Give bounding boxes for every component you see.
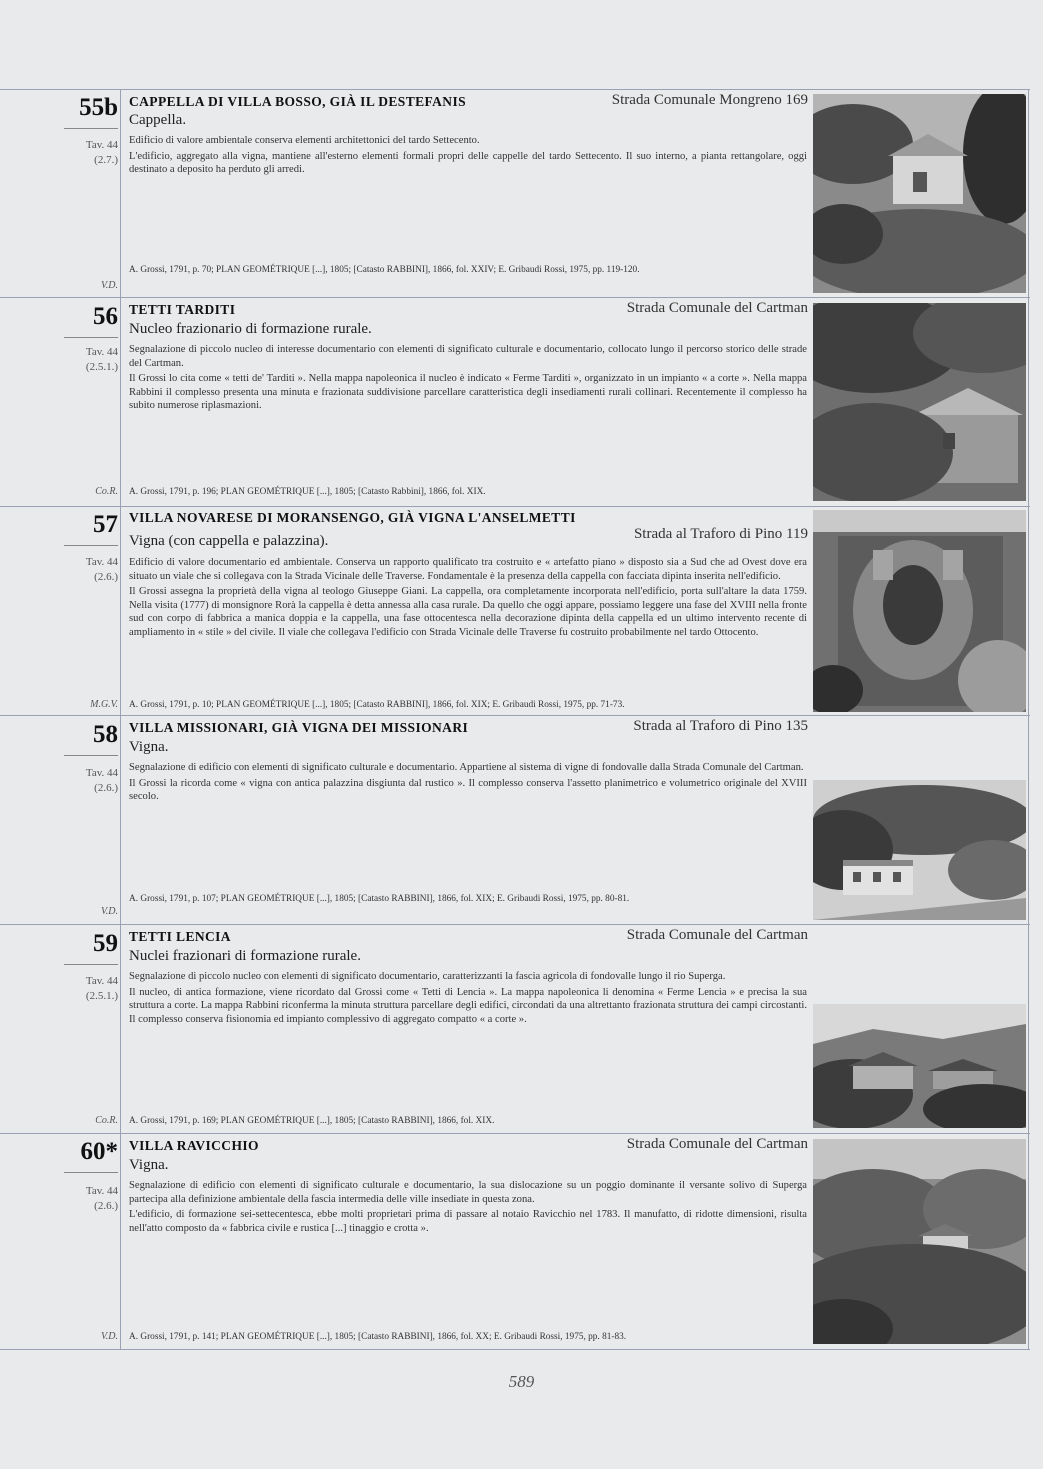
entry-photo <box>813 303 1026 501</box>
author-initials: V.D. <box>100 1331 118 1342</box>
page-number: 589 <box>508 1372 535 1391</box>
entry-number-underline <box>64 128 118 129</box>
entry-photo <box>813 780 1026 920</box>
entry-56 <box>0 297 1030 506</box>
entry-number: 57 <box>93 511 118 538</box>
entry-number-underline <box>64 545 118 546</box>
tav-reference <box>18 345 118 375</box>
entry-description <box>129 970 807 1028</box>
description-paragraph: Segnalazione di edificio con elementi di significato culturale e documentario. Appartiene al sistema di vigne di fondovalle dalla Strada Comunale del Cartman. <box>129 762 804 773</box>
tav-code: (2.5.1.) <box>85 990 118 1002</box>
entry-59 <box>0 924 1030 1133</box>
chapel-facade-photo-image <box>813 510 1026 712</box>
entry-58 <box>0 715 1030 924</box>
entry-subtitle: Cappella. <box>129 112 187 128</box>
entry-bibliography: A. Grossi, 1791, p. 70; PLAN GEOMÉTRIQUE [...], 1805; [Catasto RABBINI], 1866, fol. XXIV; E. Gribaudi Rossi, 1975, pp. 119-120. <box>129 265 640 275</box>
description-paragraph: Il nucleo, di antica formazione, viene ricordato dal Grossi come « Tetti di Lencia ». La mappa napoleonica li denomina « Ferme Lencia » e precisa la sua struttura a corte. La mappa Rabbini riconferma la minuta struttura parcellare degli edifici, circondati da una altrettanto frazionata struttura dei campi circostanti. Il complesso conserva fisionomia ed impianto complessivo di aggregato compatto « a corte ». <box>129 986 807 1025</box>
author-initials: V.D. <box>100 906 118 917</box>
entry-number: 56 <box>93 303 118 330</box>
entry-photo <box>813 510 1026 712</box>
entry-number-underline <box>64 964 118 965</box>
tetti-tarditi-photo-image <box>813 303 1026 501</box>
entry-bibliography: A. Grossi, 1791, p. 10; PLAN GEOMÉTRIQUE [...], 1805; [Catasto RABBINI], 1866, fol. XIX; E. Gribaudi Rossi, 1975, pp. 71-73. <box>129 700 625 710</box>
entry-title: CAPPELLA DI VILLA BOSSO, GIÀ IL DESTEFANIS <box>129 94 467 109</box>
cappella-photo-image <box>813 94 1026 293</box>
entry-number-underline <box>64 755 118 756</box>
entry-photo <box>813 1139 1026 1344</box>
tav-reference <box>18 138 118 168</box>
entry-number-underline <box>64 1172 118 1173</box>
entry-bibliography: A. Grossi, 1791, p. 141; PLAN GEOMÉTRIQUE [...], 1805; [Catasto RABBINI], 1866, fol. XX; E. Gribaudi Rossi, 1975, pp. 81-83. <box>129 1332 627 1342</box>
entry-title: VILLA RAVICCHIO <box>129 1138 259 1153</box>
villa-missionari-photo-image <box>813 780 1026 920</box>
entry-street: Strada al Traforo di Pino 119 <box>633 526 808 542</box>
entry-subtitle: Vigna (con cappella e palazzina). <box>129 533 329 549</box>
tav-code: (2.6.) <box>94 1200 118 1212</box>
entry-title: VILLA NOVARESE DI MORANSENGO, GIÀ VIGNA L'ANSELMETTI <box>129 510 576 525</box>
entry-street: Strada al Traforo di Pino 135 <box>633 718 808 734</box>
entry-subtitle: Vigna. <box>129 739 169 755</box>
entry-57 <box>0 506 1030 715</box>
description-paragraph: Segnalazione di piccolo nucleo con elementi di significato documentario, caratterizzanti la fascia agricola di fondovalle lungo il rio Superga. <box>129 971 726 982</box>
entry-description <box>129 556 807 642</box>
entry-bibliography: A. Grossi, 1791, p. 196; PLAN GEOMÉTRIQUE [...], 1805; [Catasto Rabbini], 1866, fol. XIX. <box>129 487 486 497</box>
tav-code: (2.7.) <box>94 154 118 166</box>
description-paragraph: Il Grossi la ricorda come « vigna con antica palazzina disgiunta dal rustico ». Il complesso conserva l'assetto planimetrico e volumetrico originale del XVIII secolo. <box>129 777 807 803</box>
tav-code: (2.5.1.) <box>85 361 118 373</box>
author-initials: Co.R. <box>95 486 118 497</box>
entry-number: 55b <box>79 94 118 121</box>
entry-subtitle: Vigna. <box>129 1157 169 1173</box>
tav-reference <box>18 766 118 796</box>
tetti-lencia-photo-image <box>813 1004 1026 1128</box>
author-initials: M.G.V. <box>90 699 118 710</box>
entry-number: 59 <box>93 930 118 957</box>
description-paragraph: L'edificio, di formazione sei-settecentesca, ebbe molti proprietari prima di passare al notaio Ravicchio nel 1783. Il manufatto, di ridotte dimensioni, risulta nell'atto composto da « fabbrica civile e rustica [...] tinaggio e crotta ». <box>129 1209 807 1234</box>
entry-description <box>129 134 807 179</box>
entry-street: Strada Comunale del Cartman <box>626 1136 808 1152</box>
entry-description <box>129 1179 807 1237</box>
entry-photo <box>813 1004 1026 1128</box>
entry-separator <box>0 297 1030 298</box>
tav-code: (2.6.) <box>94 782 118 794</box>
entry-description <box>129 343 807 415</box>
tav-label: Tav. 44 <box>85 767 118 779</box>
description-paragraph: Il Grossi lo cita come « tetti de' Tarditi ». Nella mappa napoleonica il nucleo è indicato « Ferme Tarditi », organizzato in un impianto « a corte ». Nella mappa Rabbini il complesso presenta una minuta e frazionata suddivisione parcellare caratteristica degli insediamenti rurali collinari. Recentemente il complesso ha subito numerose riplasmazioni. <box>129 373 807 412</box>
description-paragraph: Edificio di valore ambientale conserva elementi architettonici del tardo Settecento. <box>129 135 480 146</box>
entry-number: 58 <box>93 721 118 748</box>
tav-label: Tav. 44 <box>85 1185 118 1197</box>
description-paragraph: L'edificio, aggregato alla vigna, mantiene all'esterno elementi formali propri delle cappelle del tardo Settecento. Il suo interno, a pianta rettangolare, oggi destinato a deposito ha perduto gli arredi. <box>129 150 807 176</box>
tav-label: Tav. 44 <box>85 556 118 568</box>
author-initials: Co.R. <box>95 1115 118 1126</box>
entry-street: Strada Comunale del Cartman <box>626 300 808 316</box>
entry-bibliography: A. Grossi, 1791, p. 107; PLAN GEOMÉTRIQUE [...], 1805; [Catasto RABBINI], 1866, fol. XIX; E. Gribaudi Rossi, 1975, pp. 80-81. <box>129 894 630 904</box>
entry-separator <box>0 924 1030 925</box>
tav-label: Tav. 44 <box>85 975 118 987</box>
entry-number: 60* <box>80 1138 118 1165</box>
description-paragraph: Edificio di valore documentario ed ambientale. Conserva un rapporto qualificato tra costruito e « artefatto piano » disposto sia a Sud che ad Ovest dove era situato un viale che si collegava con la Strada Vicinale delle Traverse. Fondamentale è la presenza della cappella con facciata dipinta inserita nell'edificio. <box>129 557 807 582</box>
entry-street: Strada Comunale del Cartman <box>626 927 808 943</box>
villa-ravicchio-photo-image <box>813 1139 1026 1344</box>
entry-separator <box>0 506 1030 507</box>
tav-reference <box>18 974 118 1004</box>
tav-reference <box>18 1184 118 1214</box>
entry-description <box>129 761 807 806</box>
description-paragraph: Il Grossi assegna la proprietà della vigna al teologo Giuseppe Giani. La cappella, ora completamente incorporata nell'edificio, porta sull'altare la data 1759. Nella visita (1777) di monsignore Rorà la cappella è detta annessa alla casa rurale. Da quello che oggi appare, possiamo leggere una fase del XVIII nella fronte sud con corpo di fabbrica a manica doppia e la cappella, una fase ottocentesca nella decorazione dipinta della cappella ed un ultimo intervento recente di ampliamento in « stile » del civile. Il viale che collegava l'edificio con Strada Vicinale delle Traverse fu costruito probabilmente nel tardo Ottocento. <box>129 586 807 638</box>
author-initials: V.D. <box>100 280 118 291</box>
entry-separator <box>0 715 1030 716</box>
description-paragraph: Segnalazione di edificio con elementi di significato culturale e documentario, la sua dislocazione su un poggio dominante il versante solivo di Superga partecipa alla definizione ambientale della fascia intermedia delle ville insediate in questa zona. <box>129 1180 807 1205</box>
tav-code: (2.6.) <box>94 571 118 583</box>
entry-title: TETTI TARDITI <box>129 302 236 317</box>
tav-label: Tav. 44 <box>85 346 118 358</box>
entry-bibliography: A. Grossi, 1791, p. 169; PLAN GEOMÉTRIQUE [...], 1805; [Catasto RABBINI], 1866, fol. XIX. <box>129 1116 495 1126</box>
description-paragraph: Segnalazione di piccolo nucleo di interesse documentario con elementi di significato culturale e documentario, collocato lungo il percorso storico delle strade del Cartman. <box>129 344 807 369</box>
tav-label: Tav. 44 <box>85 139 118 151</box>
entry-number-underline <box>64 337 118 338</box>
entry-subtitle: Nucleo frazionario di formazione rurale. <box>129 321 372 337</box>
tav-reference <box>18 555 118 585</box>
bottom-rule <box>0 1349 1030 1350</box>
entry-55b <box>0 90 1030 297</box>
entry-title: TETTI LENCIA <box>129 929 231 944</box>
entry-60 <box>0 1133 1030 1349</box>
entry-title: VILLA MISSIONARI, GIÀ VIGNA DEI MISSIONARI <box>129 720 469 735</box>
entry-subtitle: Nuclei frazionari di formazione rurale. <box>129 948 361 964</box>
entry-photo <box>813 94 1026 293</box>
entry-separator <box>0 1133 1030 1134</box>
entry-street: Strada Comunale Mongreno 169 <box>611 92 808 108</box>
